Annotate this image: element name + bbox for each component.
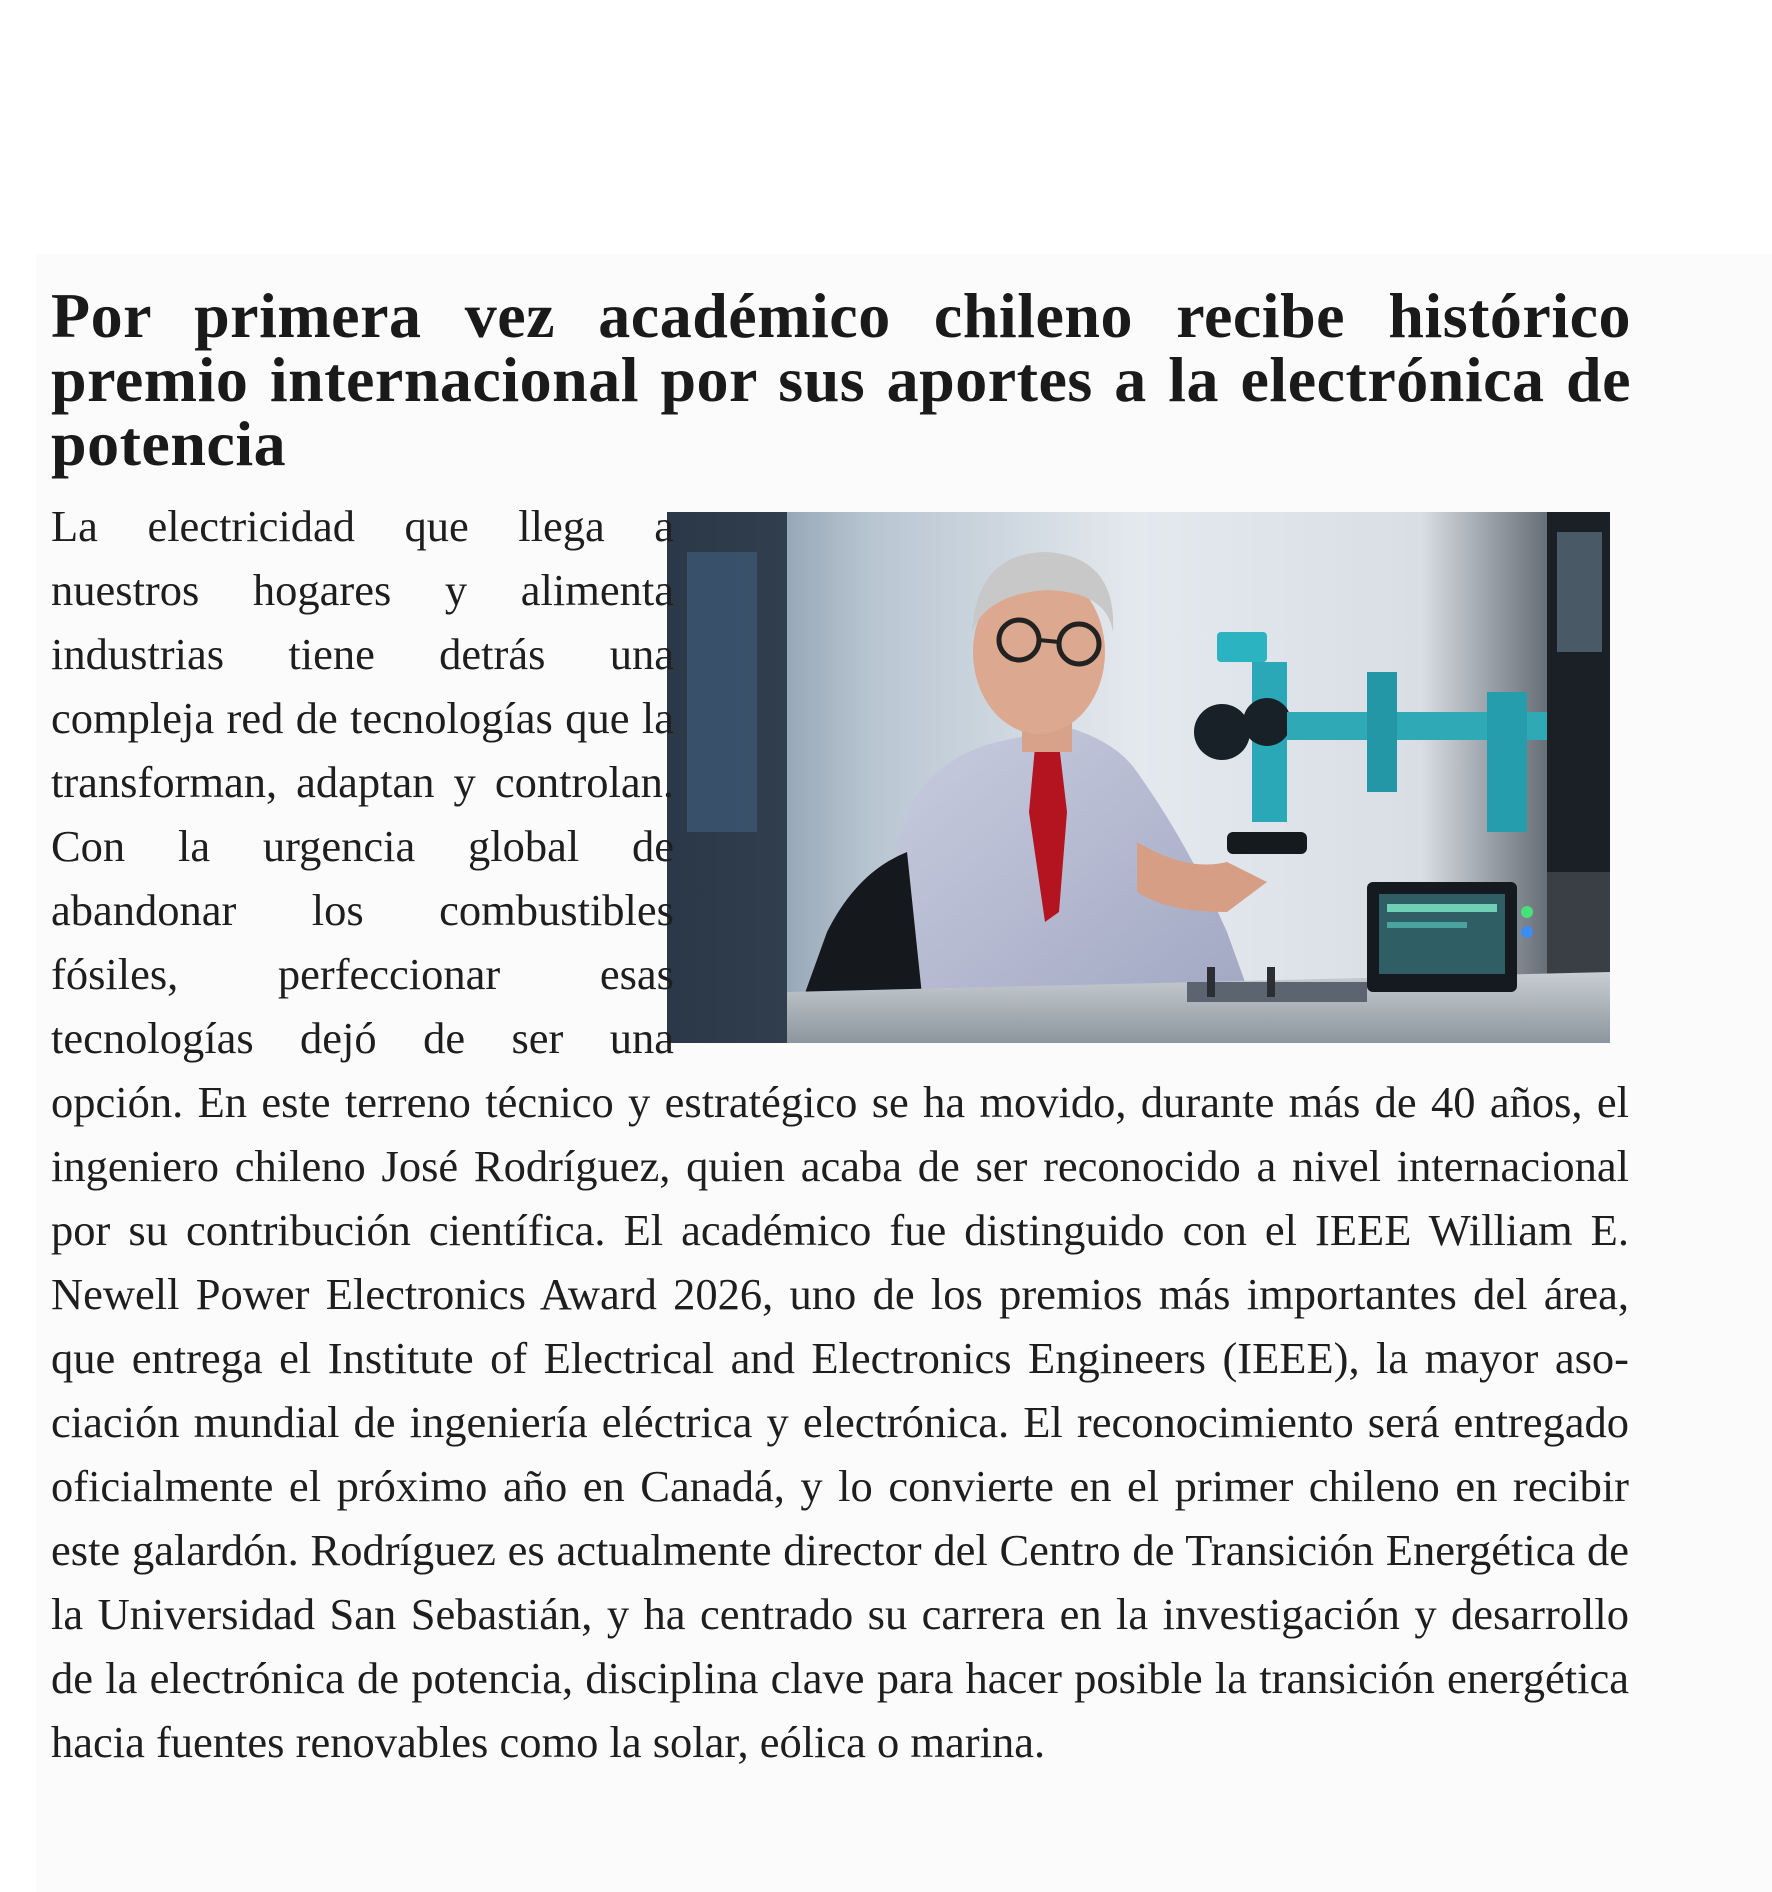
article-headline: Por primera vez académico chileno recibe histórico premio internacional por sus aportes a la electrónica de potencia — [51, 280, 1631, 479]
article-body-text: La electricidad que llega a nuestros hogares y alimenta industrias tiene detrás una compleja red de tecnologías que la transforman, adaptan y controlan. Con la urgencia global de abandonar los combustibles fósiles, perfeccionar esas tecnologías dejó de ser una opción. En este terreno técnico y estratégico se ha movido, durante más de 40 años, el ingeniero chileno José Rodríguez, quien acaba de ser reconocido a nivel internacional por su contribución científica. El académico fue distinguido con el IEEE William E. Newell Power Electronics Award 2026, uno de los premios más importantes del área, que entrega el Institute of Electrical and Electronics Engineers (IEEE), la mayor asociación mundial de ingeniería eléctrica y electrónica. El reconocimiento será entregado oficialmente el próximo año en Canadá, y lo convierte en el primer chileno en recibir este galardón. Rodríguez es actualmente director del Centro de Transición Energética de la Universidad San Sebastián, y ha centrado su carrera en la investigación y desarrollo de la electrónica de potencia, disciplina clave para hacer posible la transición energética hacia fuentes renovables como la solar, eólica o marina. — [51, 501, 1629, 1767]
photo-placeholder — [674, 494, 1629, 1052]
article-body — [51, 494, 1629, 1774]
